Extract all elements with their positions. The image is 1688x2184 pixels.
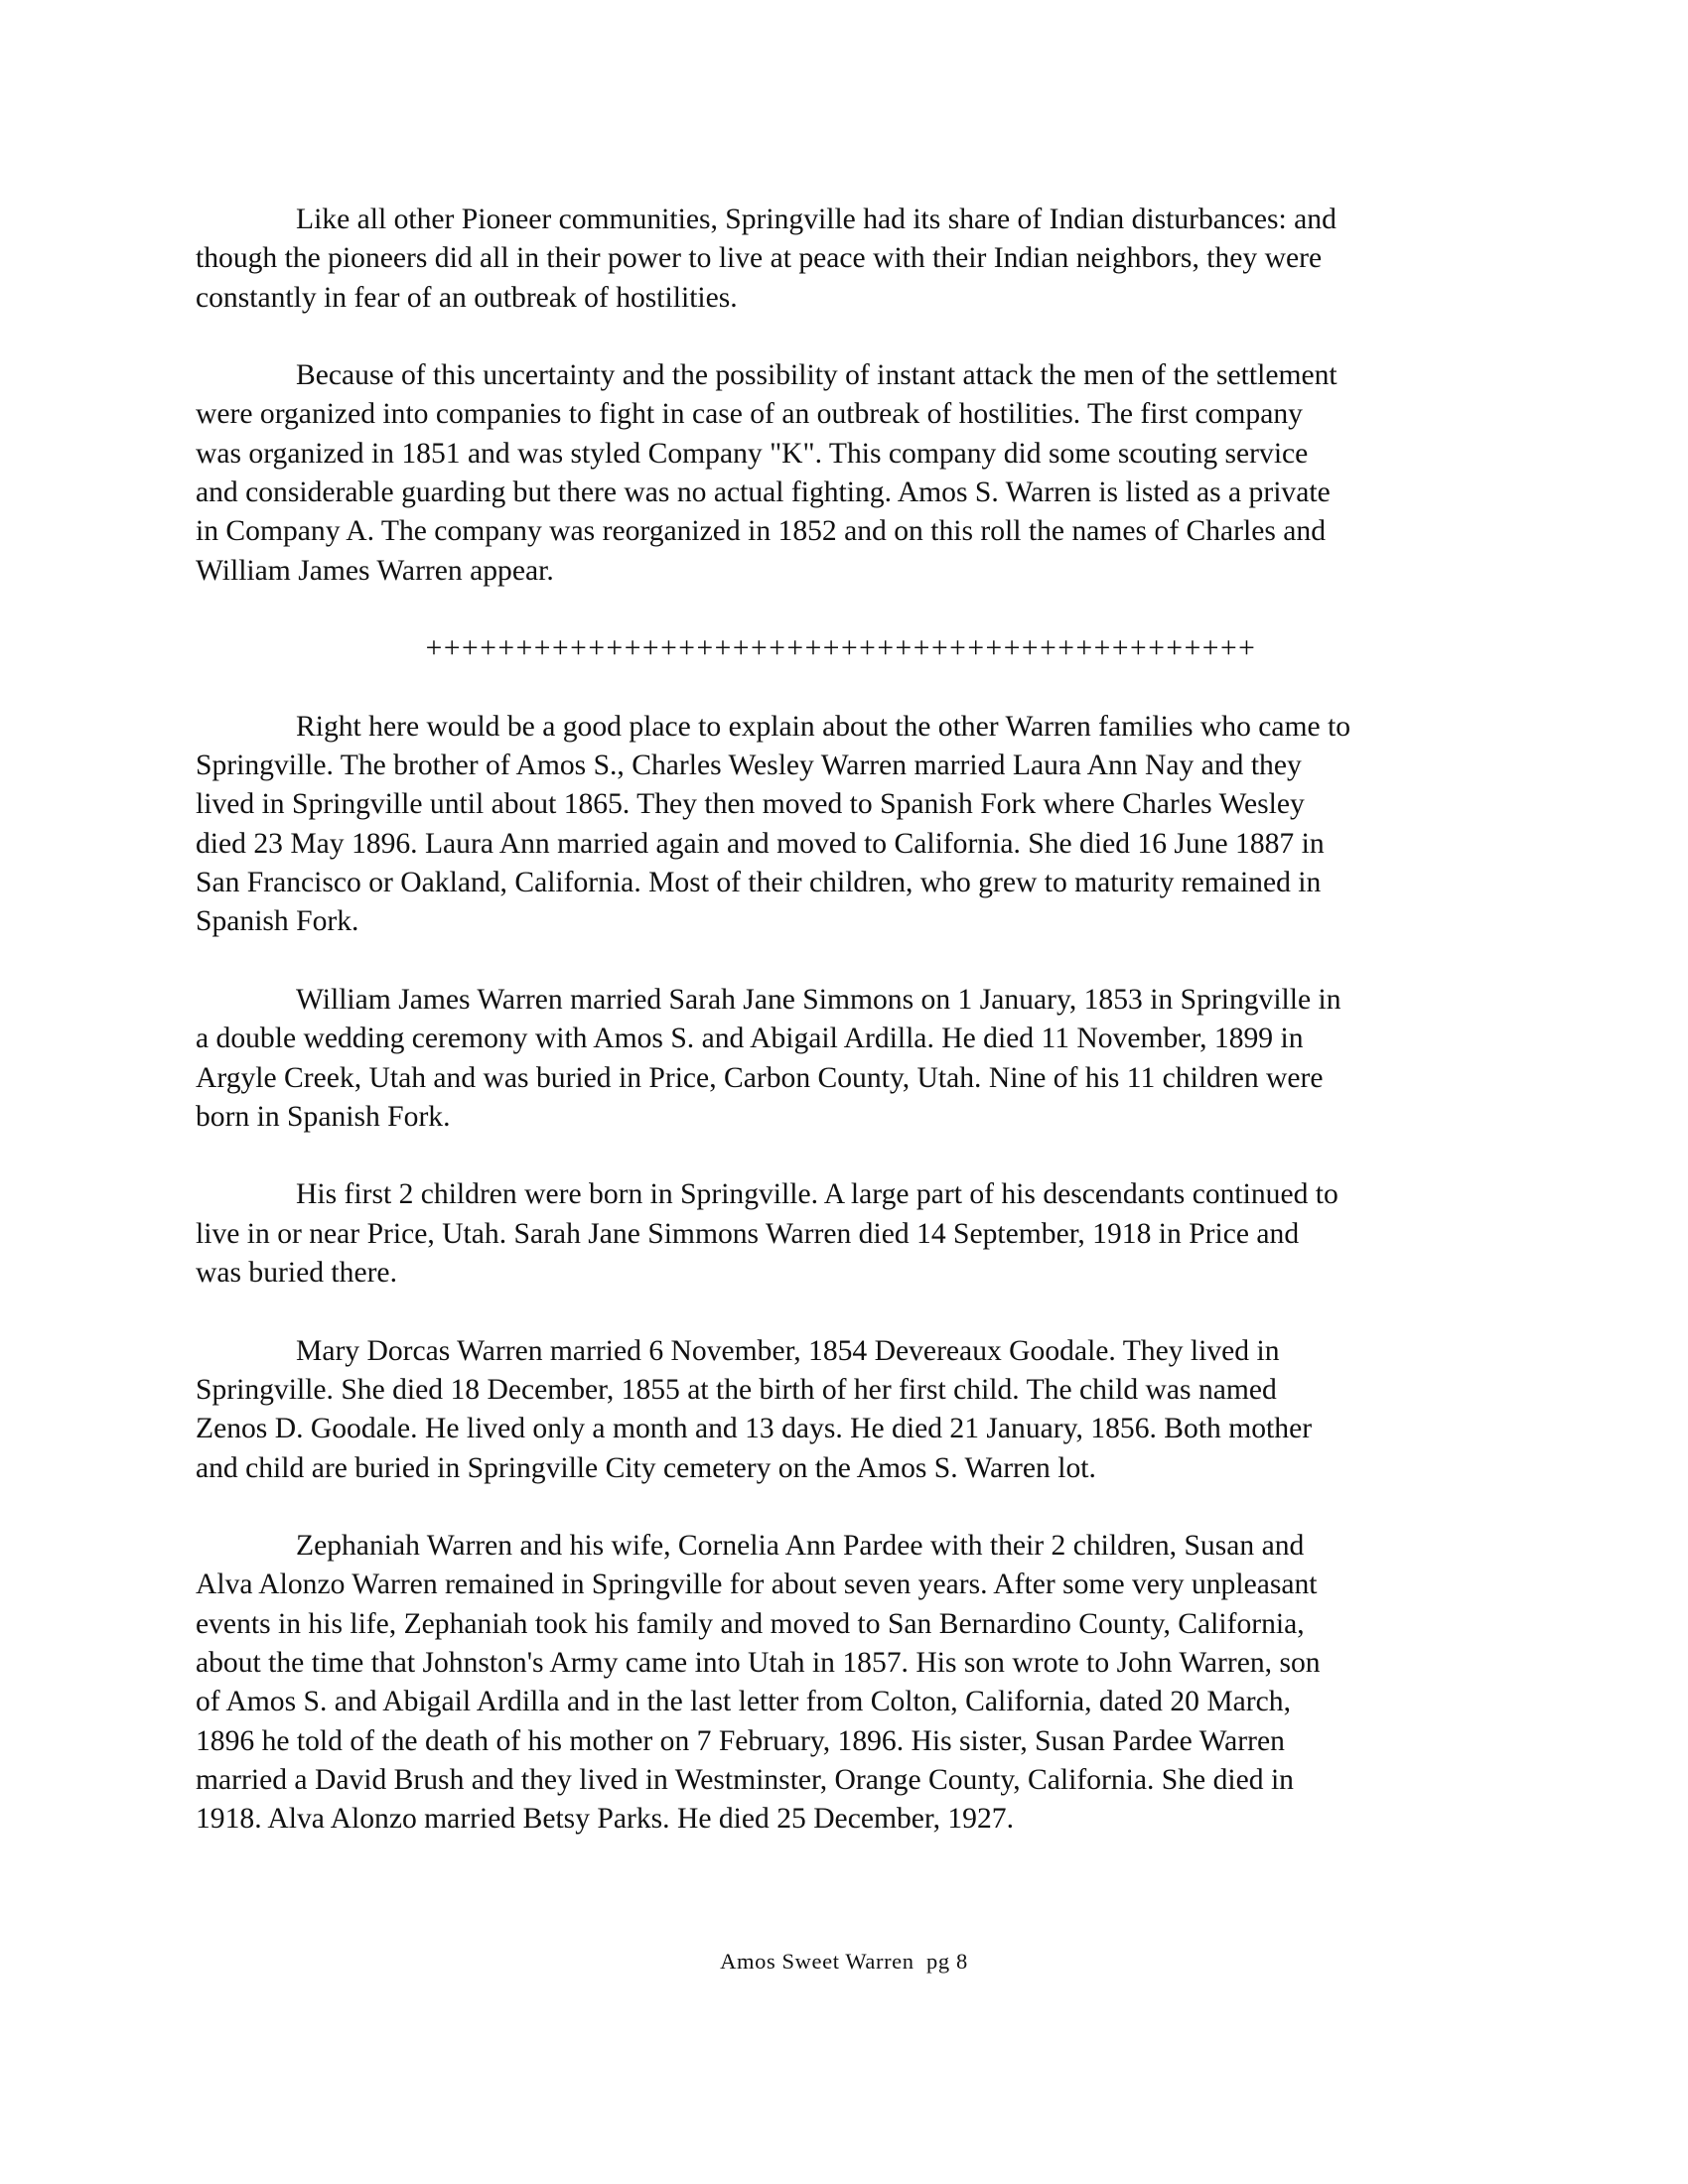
- paragraph-line: events in his life, Zephaniah took his family and moved to San Bernardino County, California,: [196, 1607, 1305, 1640]
- paragraph-line: about the time that Johnston's Army came into Utah in 1857. His son wrote to John Warren, son: [196, 1646, 1321, 1679]
- paragraph-mary-dorcas-warren: [196, 1332, 1506, 1488]
- paragraph-line: though the pioneers did all in their power to live at peace with their Indian neighbors, they were: [196, 242, 1323, 275]
- paragraph-line: Zenos D. Goodale. He lived only a month and 13 days. He died 21 January, 1856. Both mother: [196, 1413, 1313, 1445]
- paragraph-line: San Francisco or Oakland, California. Most of their children, who grew to maturity remained in: [196, 867, 1322, 899]
- paragraph-line: Like all other Pioneer communities, Springville had its share of Indian disturbances: and: [296, 204, 1336, 235]
- paragraph-line: in Company A. The company was reorganized in 1852 and on this roll the names of Charles and: [196, 515, 1327, 548]
- paragraph-line: died 23 May 1896. Laura Ann married again and moved to California. She died 16 June 1887 in: [196, 827, 1325, 860]
- paragraph-line: Because of this uncertainty and the possibility of instant attack the men of the settlement: [296, 359, 1337, 392]
- paragraph-line: Spanish Fork.: [196, 905, 359, 938]
- paragraph-line: Right here would be a good place to explain about the other Warren families who came to: [296, 710, 1351, 743]
- body-text: [196, 201, 1506, 1878]
- paragraph-line: a double wedding ceremony with Amos S. and Abigail Ardilla. He died 11 November, 1899 in: [196, 1023, 1304, 1055]
- section-separator: ++++++++++++++++++++++++++++++++++++++++++++++: [425, 632, 1257, 665]
- paragraph-line: Springville. She died 18 December, 1855 at the birth of her first child. The child was named: [196, 1373, 1277, 1406]
- paragraph-line: Zephaniah Warren and his wife, Cornelia Ann Pardee with their 2 children, Susan and: [296, 1530, 1305, 1563]
- paragraph-line: born in Spanish Fork.: [196, 1100, 451, 1133]
- paragraph-first-children: [196, 1175, 1506, 1293]
- paragraph-line: and child are buried in Springville City cemetery on the Amos S. Warren lot.: [196, 1451, 1096, 1484]
- paragraph-line: constantly in fear of an outbreak of hostilities.: [196, 281, 738, 314]
- paragraph-line: Argyle Creek, Utah and was buried in Price, Carbon County, Utah. Nine of his 11 children were: [196, 1061, 1324, 1094]
- paragraph-line: 1896 he told of the death of his mother on 7 February, 1896. His sister, Susan Pardee Warren: [196, 1724, 1285, 1757]
- paragraph-line: William James Warren appear.: [196, 554, 554, 587]
- paragraph-line: William James Warren married Sarah Jane Simmons on 1 January, 1853 in Springville in: [296, 983, 1341, 1016]
- paragraph-line: Springville. The brother of Amos S., Charles Wesley Warren married Laura Ann Nay and they: [196, 750, 1302, 782]
- paragraph-line: of Amos S. and Abigail Ardilla and in the last letter from Colton, California, dated 20 March,: [196, 1686, 1291, 1718]
- paragraph-william-james-warren: [196, 981, 1506, 1137]
- paragraph-line: and considerable guarding but there was no actual fighting. Amos S. Warren is listed as a private: [196, 477, 1331, 509]
- paragraph-line: were organized into companies to fight in case of an outbreak of hostilities. The first company: [196, 398, 1303, 431]
- paragraph-line: was organized in 1851 and was styled Company "K". This company did some scouting service: [196, 437, 1309, 470]
- paragraph-line: Mary Dorcas Warren married 6 November, 1854 Devereaux Goodale. They lived in: [296, 1334, 1280, 1367]
- paragraph-other-warren-families: [196, 708, 1506, 942]
- paragraph-zephaniah-warren: [196, 1527, 1506, 1839]
- paragraph-line: 1918. Alva Alonzo married Betsy Parks. He died 25 December, 1927.: [196, 1803, 1014, 1836]
- paragraph-companies: [196, 356, 1506, 591]
- paragraph-line: His first 2 children were born in Springville. A large part of his descendants continued to: [296, 1178, 1338, 1211]
- paragraph-line: Alva Alonzo Warren remained in Springville for about seven years. After some very unpleasant: [196, 1569, 1318, 1601]
- paragraph-line: live in or near Price, Utah. Sarah Jane Simmons Warren died 14 September, 1918 in Price and: [196, 1217, 1300, 1250]
- page-footer: Amos Sweet Warren pg 8: [720, 1949, 968, 1974]
- paragraph-line: was buried there.: [196, 1257, 397, 1290]
- paragraph-line: married a David Brush and they lived in Westminster, Orange County, California. She died in: [196, 1763, 1294, 1796]
- paragraph-indian-disturbances: [196, 201, 1506, 318]
- paragraph-line: lived in Springville until about 1865. They then moved to Spanish Fork where Charles Wesley: [196, 788, 1305, 821]
